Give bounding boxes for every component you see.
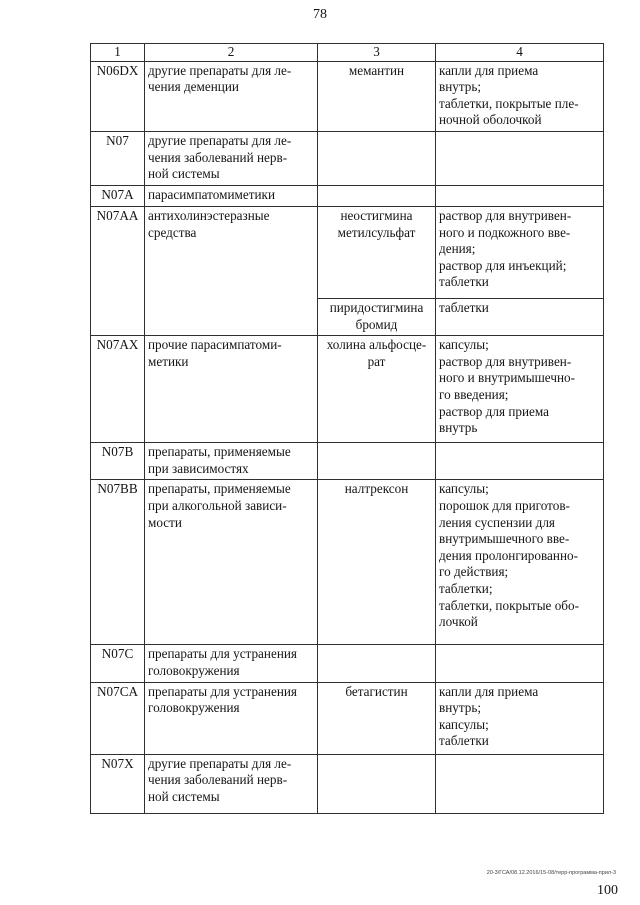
table-row (91, 131, 604, 185)
group-line: при алкогольной зависи- (148, 497, 287, 513)
group-line: препараты для устранения (148, 646, 298, 662)
form-line: капсулы; (439, 481, 489, 497)
group-line: чения заболеваний нерв- (148, 149, 288, 165)
group-line: головокружения (148, 700, 240, 716)
document-code: 20-3/ГСА/08.12.2016/15-08/терр-программа-прил-3 (486, 870, 616, 876)
inn-cell (318, 336, 436, 443)
atc-code-cell: N07AX (91, 336, 145, 443)
form-line: порошок для приготов- (439, 497, 570, 513)
group-cell (145, 682, 318, 754)
group-cell (145, 185, 318, 206)
group-line: препараты, применяемые (148, 481, 291, 497)
group-line: прочие парасимпатоми- (148, 337, 282, 353)
form-line: внутрь; (439, 79, 482, 95)
form-line: дения пролонгированно- (439, 547, 579, 563)
dosage-form-cell (436, 206, 604, 298)
group-line: препараты для устранения (148, 683, 298, 699)
inn-cell (318, 645, 436, 682)
form-line: раствор для внутривен- (439, 207, 572, 223)
form-line: ного и подкожного вве- (439, 224, 571, 240)
atc-code-cell: N07C (91, 645, 145, 682)
form-line: го введения; (439, 386, 509, 402)
form-line: таблетки, покрытые обо- (439, 597, 579, 613)
table-row (91, 443, 604, 480)
atc-code-cell: N07A (91, 185, 145, 206)
atc-code-cell: N07X (91, 754, 145, 813)
group-line: ной системы (148, 166, 220, 182)
group-line: чения деменции (148, 79, 239, 95)
group-line: мости (148, 514, 182, 530)
group-line: метики (148, 353, 189, 369)
group-line: головокружения (148, 662, 240, 678)
table-row (91, 480, 604, 645)
form-line: го действия; (439, 564, 509, 580)
table-row (91, 754, 604, 813)
form-line: капли для приема (439, 683, 539, 699)
dosage-form-cell (436, 682, 604, 754)
inn-line: рат (367, 353, 386, 369)
form-line: капсулы; (439, 337, 489, 353)
group-cell (145, 754, 318, 813)
group-cell (145, 443, 318, 480)
dosage-form-cell (436, 754, 604, 813)
table-row (91, 61, 604, 131)
dosage-form-cell (436, 443, 604, 480)
group-line: другие препараты для ле- (148, 755, 292, 771)
dosage-form-cell (436, 480, 604, 645)
form-line: внутрь (439, 420, 478, 436)
inn-cell (318, 298, 436, 335)
sheet-number: 100 (597, 883, 618, 898)
form-line: ления суспензии для (439, 514, 555, 530)
group-line: ной системы (148, 788, 220, 804)
inn-line: метилсульфат (337, 224, 416, 240)
form-line: раствор для инъекций; (439, 257, 567, 273)
header-cell: 3 (318, 44, 436, 62)
form-line: раствор для приема (439, 403, 550, 419)
table-row (91, 206, 604, 298)
form-line: таблетки, покрытые пле- (439, 95, 579, 111)
form-line: раствор для внутривен- (439, 353, 572, 369)
atc-code-cell: N07BB (91, 480, 145, 645)
group-line: другие препараты для ле- (148, 132, 292, 148)
atc-code-cell: N07 (91, 131, 145, 185)
group-line: препараты, применяемые (148, 444, 291, 460)
group-cell (145, 206, 318, 335)
inn-line: бромид (355, 316, 398, 332)
group-line: другие препараты для ле- (148, 62, 292, 78)
group-line: парасимпатомиметики (148, 186, 275, 202)
form-line: таблетки (439, 299, 489, 315)
inn-line: мемантин (348, 62, 405, 78)
inn-cell (318, 131, 436, 185)
inn-line: налтрексон (344, 481, 409, 497)
dosage-form-cell (436, 131, 604, 185)
table-row (91, 336, 604, 443)
inn-cell (318, 443, 436, 480)
form-line: дения; (439, 241, 476, 257)
dosage-form-cell (436, 185, 604, 206)
form-line: таблетки; (439, 580, 493, 596)
group-cell (145, 61, 318, 131)
dosage-form-cell (436, 298, 604, 335)
atc-code-cell: N06DX (91, 61, 145, 131)
inn-line: пиридостигмина (329, 299, 424, 315)
form-line: ночной оболочкой (439, 112, 542, 128)
table-row (91, 185, 604, 206)
inn-line: бетагистин (345, 683, 408, 699)
atc-code-cell: N07CA (91, 682, 145, 754)
inn-cell (318, 206, 436, 298)
inn-cell (318, 682, 436, 754)
group-line: чения заболеваний нерв- (148, 772, 288, 788)
form-line: внутрь; (439, 700, 482, 716)
form-line: таблетки (439, 733, 489, 749)
inn-cell (318, 61, 436, 131)
inn-cell (318, 480, 436, 645)
group-cell (145, 336, 318, 443)
inn-line: холина альфосце- (326, 337, 427, 353)
drug-list-table (90, 43, 604, 814)
header-cell: 1 (91, 44, 145, 62)
inn-line: неостигмина (340, 207, 413, 223)
dosage-form-cell (436, 61, 604, 131)
group-cell (145, 645, 318, 682)
form-line: лочкой (439, 614, 478, 630)
inn-cell (318, 754, 436, 813)
group-line: антихолинэстеразные (148, 207, 270, 223)
form-line: капли для приема (439, 62, 539, 78)
dosage-form-cell (436, 645, 604, 682)
table-row (91, 645, 604, 682)
atc-code-cell: N07B (91, 443, 145, 480)
header-cell: 4 (436, 44, 604, 62)
atc-code-cell: N07AA (91, 206, 145, 335)
form-line: капсулы; (439, 716, 489, 732)
table-row (91, 682, 604, 754)
page-number: 78 (313, 7, 327, 22)
dosage-form-cell (436, 336, 604, 443)
form-line: таблетки (439, 274, 489, 290)
inn-cell (318, 185, 436, 206)
group-line: при зависимостях (148, 460, 249, 476)
table-header-row (91, 44, 604, 62)
group-cell (145, 480, 318, 645)
form-line: внутримышечного вве- (439, 531, 570, 547)
group-cell (145, 131, 318, 185)
form-line: ного и внутримышечно- (439, 370, 575, 386)
header-cell: 2 (145, 44, 318, 62)
group-line: средства (148, 224, 197, 240)
